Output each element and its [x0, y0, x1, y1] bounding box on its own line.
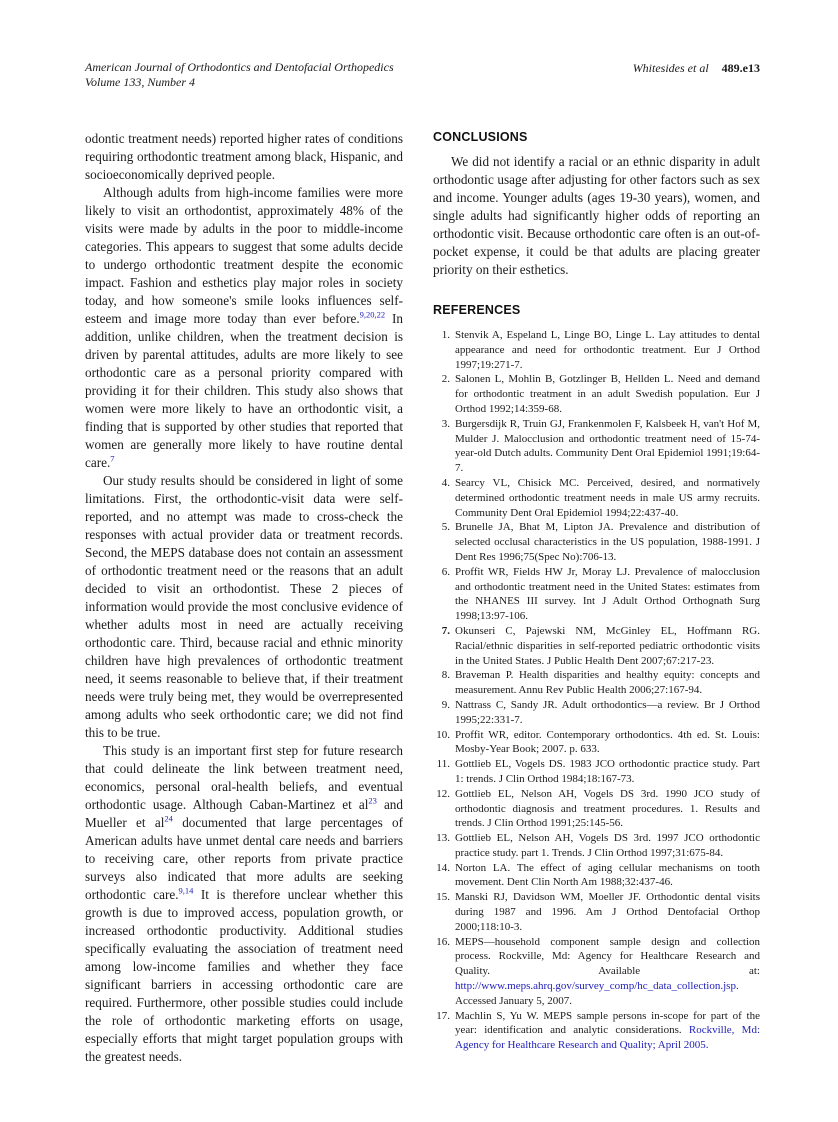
- citation-superscript[interactable]: 9,14: [178, 885, 194, 896]
- right-column: [433, 130, 760, 1066]
- reference-text: [455, 565, 760, 624]
- reference-number: 2.: [441, 373, 450, 386]
- journal-info: [85, 60, 394, 90]
- citation-superscript[interactable]: 23: [368, 795, 377, 806]
- reference-number: 6.: [441, 565, 450, 578]
- reference-text: [455, 757, 760, 787]
- text-run: Accessed January 5, 2007.: [455, 994, 572, 1007]
- references-heading: REFERENCES: [433, 303, 521, 317]
- body-paragraph: [85, 742, 403, 1066]
- reference-text: [455, 624, 760, 668]
- text-run: Norton LA. The effect of aging cellular mechanisms on tooth movement. Dent Clin North Am 1988;32:437-46.: [455, 861, 760, 889]
- reference-number: 5.: [441, 521, 450, 534]
- reference-number: 7.: [441, 624, 450, 637]
- reference-item: [433, 520, 760, 564]
- reference-item: [433, 698, 760, 728]
- body-paragraph: [433, 153, 760, 279]
- page-header: [85, 60, 760, 90]
- reference-number: 16.: [436, 935, 450, 948]
- body-paragraph: [85, 130, 403, 184]
- text-run: documented that large percentages of American adults have unmet dental care needs and barriers to receiving care, other reports from private practice surveys also indicated that more adults are seeking orthodontic care.: [85, 815, 404, 902]
- two-column-body: [85, 130, 760, 1066]
- hyperlink[interactable]: http://www.meps.ahrq.gov/survey_comp/hc_data_collection.jsp.: [455, 980, 739, 993]
- citation-superscript[interactable]: 7: [110, 453, 115, 464]
- reference-number: 9.: [441, 698, 450, 711]
- text-run: Brunelle JA, Bhat M, Lipton JA. Prevalence and distribution of selected occlusal characteristics in the US population, 1988-1991. J Dent Res 1996;75(Spec No):706-13.: [455, 521, 760, 563]
- hyperlink[interactable]: Rockville, Md: Agency for Healthcare Research and Quality; April 2005.: [455, 1024, 761, 1052]
- reference-item: [433, 372, 760, 416]
- reference-item: [433, 476, 760, 520]
- reference-number: 10.: [436, 728, 450, 741]
- running-head: [633, 60, 760, 76]
- text-run: Braveman P. Health disparities and healthy equity: concepts and measurement. Annu Rev Public Health 2006;27:167-94.: [455, 669, 760, 697]
- reference-number: 17.: [436, 1009, 450, 1022]
- reference-text: [455, 728, 760, 758]
- running-head-authors: Whitesides et al: [632, 61, 709, 75]
- reference-number: 1.: [441, 329, 450, 341]
- reference-number: 3.: [441, 417, 450, 430]
- reference-number: 13.: [436, 832, 450, 845]
- reference-text: [455, 698, 760, 728]
- text-run: odontic treatment needs) reported higher rates of conditions requiring orthodontic treatment among black, Hispanic, and socioeconomically deprived people.: [85, 131, 403, 182]
- text-run: In addition, unlike children, when the treatment decision is driven by parental attitudes, adults are more likely to see orthodontic care as a personal priority compared with providing it for their children. This study also shows that women were more likely to have an orthodontic visit, a finding that is supported by other studies that reported that women are generally more likely to have routine dental care.: [85, 311, 403, 470]
- text-run: Manski RJ, Davidson WM, Moeller JF. Orthodontic dental visits during 1987 and 1996. Am J Orthod Dentofacial Orthop 2000;118:10-3.: [455, 891, 760, 933]
- page-number: 489.e13: [721, 61, 760, 75]
- text-run: It is therefore unclear whether this growth is due to improved access, population growth, or increased orthodontic productivity. Additional studies specifically evaluating the association of treatment need among low-income families and whether they face significant barriers in accessing orthodontic care are required. Furthermore, other possible studies could include the role of orthodontic marketing efforts on usage, especially efforts that might target population groups with the greatest needs.: [85, 887, 403, 1064]
- reference-text: [455, 1009, 760, 1053]
- text-run: Gottlieb EL, Nelson AH, Vogels DS 3rd. 1990 JCO study of orthodontic diagnosis and treatment procedures. 1. Results and trends. J Clin Orthod 1991;25:145-56.: [455, 787, 760, 830]
- reference-number: 8.: [441, 669, 450, 682]
- text-run: Proffit WR, Fields HW Jr, Moray LJ. Prevalence of malocclusion and orthodontic treatment need in the United States: estimates from the NHANES III survey. Int J Adult Orthod Orthognath Surg 1998;13:97-106.: [455, 565, 760, 623]
- left-column: [85, 130, 403, 1066]
- reference-text: [455, 476, 760, 520]
- text-run: Stenvik A, Espeland L, Linge BO, Linge L. Lay attitudes to dental appearance and need for orthodontic treatment. Eur J Orthod 1997;19:271-7.: [455, 329, 760, 371]
- text-run: Although adults from high-income families were more likely to visit an orthodontist, approximately 48% of the visits were made by adults in the poor to middle-income categories. This appears to suggest that some adults decide to undergo orthodontic treatment despite the economic impact. Fashion and esthetics play major roles in society today, and how someone's smile looks influences self-esteem and image more today than ever before.: [85, 185, 403, 326]
- reference-number: 4.: [441, 476, 450, 489]
- reference-text: [455, 935, 760, 1009]
- reference-item: [433, 565, 760, 624]
- text-run: We did not identify a racial or an ethnic disparity in adult orthodontic usage after adjusting for other factors such as sex and income. Younger adults (ages 19-30 years), women, and single adults had significantly higher odds of reporting an orthodontic visit. Because orthodontic care often is an out-of-pocket expense, it could be that adults are placing greater priority on their esthetics.: [433, 154, 760, 277]
- reference-text: [455, 787, 760, 831]
- reference-text: [455, 520, 760, 564]
- references-list: [433, 328, 760, 1053]
- text-run: Gottlieb EL, Vogels DS. 1983 JCO orthodontic practice study. Part 1: trends. J Clin Orthod 1984;18:167-73.: [455, 758, 760, 785]
- body-paragraph: [85, 184, 403, 472]
- reference-item: [433, 935, 760, 1009]
- body-paragraph: [85, 472, 403, 742]
- text-run: Proffit WR, editor. Contemporary orthodontics. 4th ed. St. Louis: Mosby-Year Book; 2007. p. 633.: [455, 728, 760, 756]
- text-run: and Mueller et al: [85, 797, 403, 830]
- reference-text: [455, 372, 760, 416]
- reference-number: 12.: [436, 787, 450, 800]
- reference-item: [433, 728, 760, 758]
- reference-text: [455, 890, 760, 934]
- volume-line: Volume 133, Number 4: [85, 75, 195, 89]
- reference-item: [433, 757, 760, 787]
- reference-item: [433, 624, 760, 668]
- conclusions-heading: CONCLUSIONS: [433, 130, 528, 144]
- reference-item: [433, 831, 760, 861]
- text-run: Our study results should be considered in light of some limitations. First, the orthodontic-visit data were self-reported, and no attempt was made to cross-check the responses with actual provider data or treatment records. Second, the MEPS database does not contain an assessment of orthodontic treatment need or the reasons that an adult decided to visit an orthodontist. These 2 pieces of information would provide the most conclusive evidence of whether adults most in need are actually receiving orthodontic care. Third, because racial and ethnic minority children have high prevalences of orthodontic treatment need, it seems reasonable to believe that, if their treatment needs were truly being met, they would be overrepresented among adults who seek orthodontic care; we did not find this to be true.: [85, 473, 403, 740]
- reference-item: [433, 1009, 760, 1053]
- text-run: Okunseri C, Pajewski NM, McGinley EL, Hoffmann RG. Racial/ethnic disparities in self-reported pediatric orthodontic visits in the United States. J Public Health Dent 2007;67:217-23.: [455, 624, 760, 667]
- reference-item: [433, 890, 760, 934]
- reference-number: 15.: [436, 891, 450, 904]
- reference-text: [455, 668, 760, 698]
- text-run: Salonen L, Mohlin B, Gotzlinger B, Hellden L. Need and demand for orthodontic treatment in an adult Swedish population. Eur J Orthod 1992;14:359-68.: [455, 373, 760, 415]
- reference-item: [433, 328, 760, 372]
- reference-text: [455, 861, 760, 891]
- text-run: Burgersdijk R, Truin GJ, Frankenmolen F, Kalsbeek H, van't Hof M, Mulder J. Malocclusion and orthodontic treatment need of 15-74-year-old Dutch adults. Community Dent Oral Epidemiol 1991;19:64-7.: [455, 417, 760, 475]
- reference-item: [433, 861, 760, 891]
- text-run: Searcy VL, Chisick MC. Perceived, desired, and normatively determined orthodontic treatment needs in male US army recruits. Community Dent Oral Epidemiol 1994;22:437-40.: [455, 476, 760, 519]
- text-run: Nattrass C, Sandy JR. Adult orthodontics—a review. Br J Orthod 1995;22:331-7.: [455, 698, 760, 726]
- text-run: This study is an important first step for future research that could delineate the link between treatment need, economics, personal oral-health beliefs, and eventual orthodontic usage. Although Caban-Martinez et al: [85, 743, 403, 812]
- reference-item: [433, 787, 760, 831]
- reference-text: [455, 831, 760, 861]
- journal-name: American Journal of Orthodontics and Dentofacial Orthopedics: [85, 60, 394, 74]
- reference-number: 14.: [436, 861, 450, 874]
- reference-number: 11.: [436, 758, 450, 771]
- text-run: Machlin S, Yu W. MEPS sample persons in-scope for part of the year: identification and analytic considerations.: [455, 1009, 760, 1037]
- reference-item: [433, 417, 760, 476]
- reference-item: [433, 668, 760, 698]
- reference-text: [455, 328, 760, 372]
- citation-superscript[interactable]: 9,20,22: [359, 309, 386, 320]
- conclusions-body: [433, 153, 760, 279]
- reference-text: [455, 417, 760, 476]
- text-run: MEPS—household component sample design and collection process. Rockville, Md: Agency for Healthcare Research and Quality. Available at:: [455, 935, 760, 978]
- citation-superscript[interactable]: 24: [164, 813, 173, 824]
- text-run: Gottlieb EL, Nelson AH, Vogels DS 3rd. 1997 JCO orthodontic practice study. part 1. Trends. J Clin Orthod 1997;31:675-84.: [455, 832, 760, 859]
